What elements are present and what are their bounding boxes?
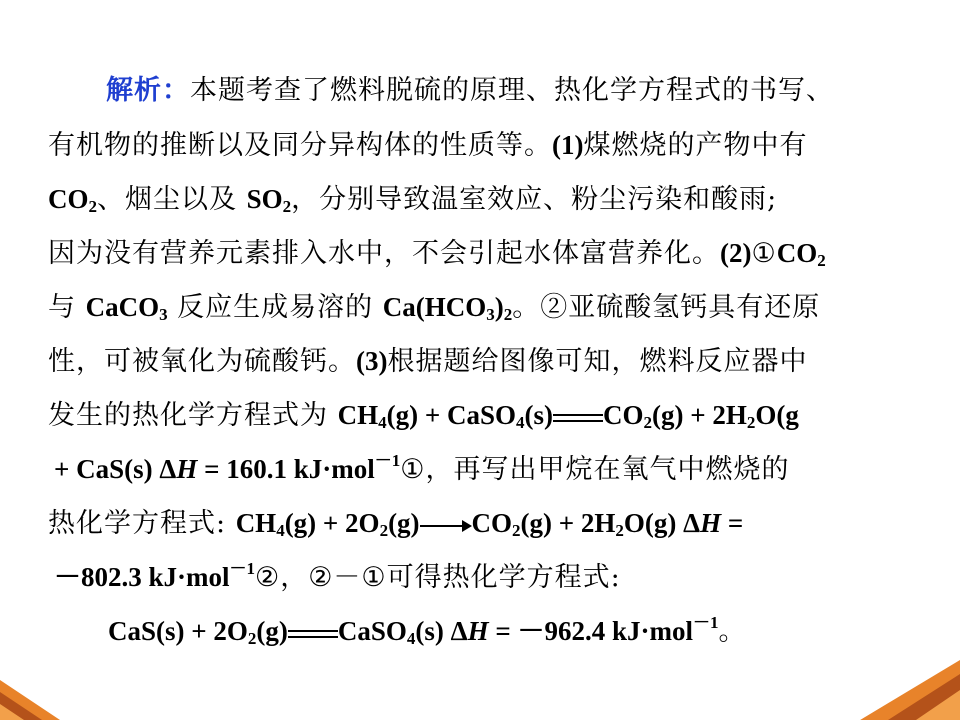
subscript: 2 [282,197,292,216]
superscript: －1 [693,613,719,632]
text-span: = －962.4 kJ·mol [488,616,694,646]
formula [48,184,97,214]
text-span: 性，可被氧化为硫酸钙。 [48,346,356,377]
text-line-6 [48,334,908,388]
formula [86,292,168,322]
text-span: H [176,454,198,484]
subscript: 2 [512,521,521,540]
text-span: CO [602,400,644,430]
text-span: H [700,508,722,538]
text-span: CaCO [85,292,160,322]
text-span: (s) Δ [415,616,468,646]
text-span: (3) [356,346,388,376]
subscript: 4 [276,521,285,540]
subscript: 2 [643,413,652,432]
equation [338,400,799,430]
text-span: CH [235,508,277,538]
subscript: 2 [615,521,624,540]
formula [777,238,826,268]
text-span: ) [494,292,504,322]
subscript: 4 [515,413,525,432]
formula [247,184,292,214]
text-line-2 [48,118,908,172]
text-span: (g) + 2H [651,400,747,430]
text-span: 因为没有营养元素排入水中，不会引起水体富营养化。 [48,238,720,269]
text-span: = 160.1 kJ·mol [197,454,375,484]
subscript: 3 [486,305,495,324]
text-line-1 [48,64,908,118]
text-span: (2) [720,238,752,268]
text-span: H [467,616,489,646]
text-line-9 [48,496,908,550]
text-span: (1) [552,130,584,160]
text-span: (g) + CaSO [386,400,516,430]
subscript: 4 [378,413,387,432]
text-span: 热化学方程式: [48,508,236,539]
text-span: 。 [718,616,747,647]
text-line-4 [48,226,908,280]
text-span: (g) + 2H [520,508,616,538]
text-span: (g) + 2O [284,508,380,538]
corner-decoration-right [850,660,960,720]
subscript: 2 [817,251,826,270]
text-span: + CaS(s) Δ [54,454,177,484]
text-span: 根据题给图像可知，燃料反应器中 [387,346,808,377]
text-span: ①，再写出甲烷在氧气中燃烧的 [400,454,790,485]
text-span: O(g) Δ [623,508,701,538]
equation [236,508,744,538]
text-span: 反应生成易溶的 [167,292,383,323]
subscript: 4 [406,629,416,648]
text-span: 与 [48,292,86,323]
text-span: SO [246,184,283,214]
formula [383,292,513,322]
reaction-arrow-icon [420,516,472,536]
text-span: 、烟尘以及 [97,184,247,215]
text-span: ① [751,238,777,269]
equals-sign-icon [553,408,603,428]
analysis-label: 解析： [106,75,190,106]
analysis-text [48,64,908,658]
text-line-11 [48,604,908,658]
text-span: CO [48,184,89,214]
text-line-10 [48,550,908,604]
equation [54,559,256,592]
subscript: 2 [746,413,756,432]
text-line-3 [48,172,908,226]
text-span: 。②亚硫酸氢钙具有还原 [512,292,821,323]
subscript: 2 [88,197,97,216]
subscript: 2 [379,521,389,540]
equals-sign-icon [288,624,338,644]
text-span: ②，②－①可得热化学方程式: [255,562,621,593]
text-span: Ca(HCO [382,292,487,322]
equation [108,613,719,648]
text-span: (g) [388,508,420,538]
text-span: CaSO [337,616,407,646]
text-span: 发生的热化学方程式为 [48,400,338,431]
superscript: －1 [229,559,256,578]
text-line-5 [48,280,908,334]
text-line-8 [48,442,908,496]
text-span: (s) [524,400,553,430]
text-span: ，分别导致温室效应、粉尘污染和酸雨; [291,184,778,215]
equation [54,451,401,484]
text-span: (g) [256,616,288,646]
text-span: O(g [755,400,799,430]
subscript: 2 [503,305,513,324]
subscript: 3 [159,305,168,324]
corner-decoration-left [0,660,110,720]
text-span: CH [337,400,379,430]
subscript: 2 [247,629,257,648]
text-span: CaS(s) + 2O [108,616,248,646]
text-line-7 [48,388,908,442]
text-span: 本题考查了燃料脱硫的原理、热化学方程式的书写、 [190,75,834,106]
text-span: 有机物的推断以及同分异构体的性质等。 [48,130,552,161]
text-span: = [721,508,744,538]
text-span: －802.3 kJ·mol [54,562,230,592]
text-span: CO [471,508,513,538]
superscript: －1 [374,451,401,470]
text-span: CO [776,238,818,268]
text-span: 煤燃烧的产物中有 [583,130,808,161]
